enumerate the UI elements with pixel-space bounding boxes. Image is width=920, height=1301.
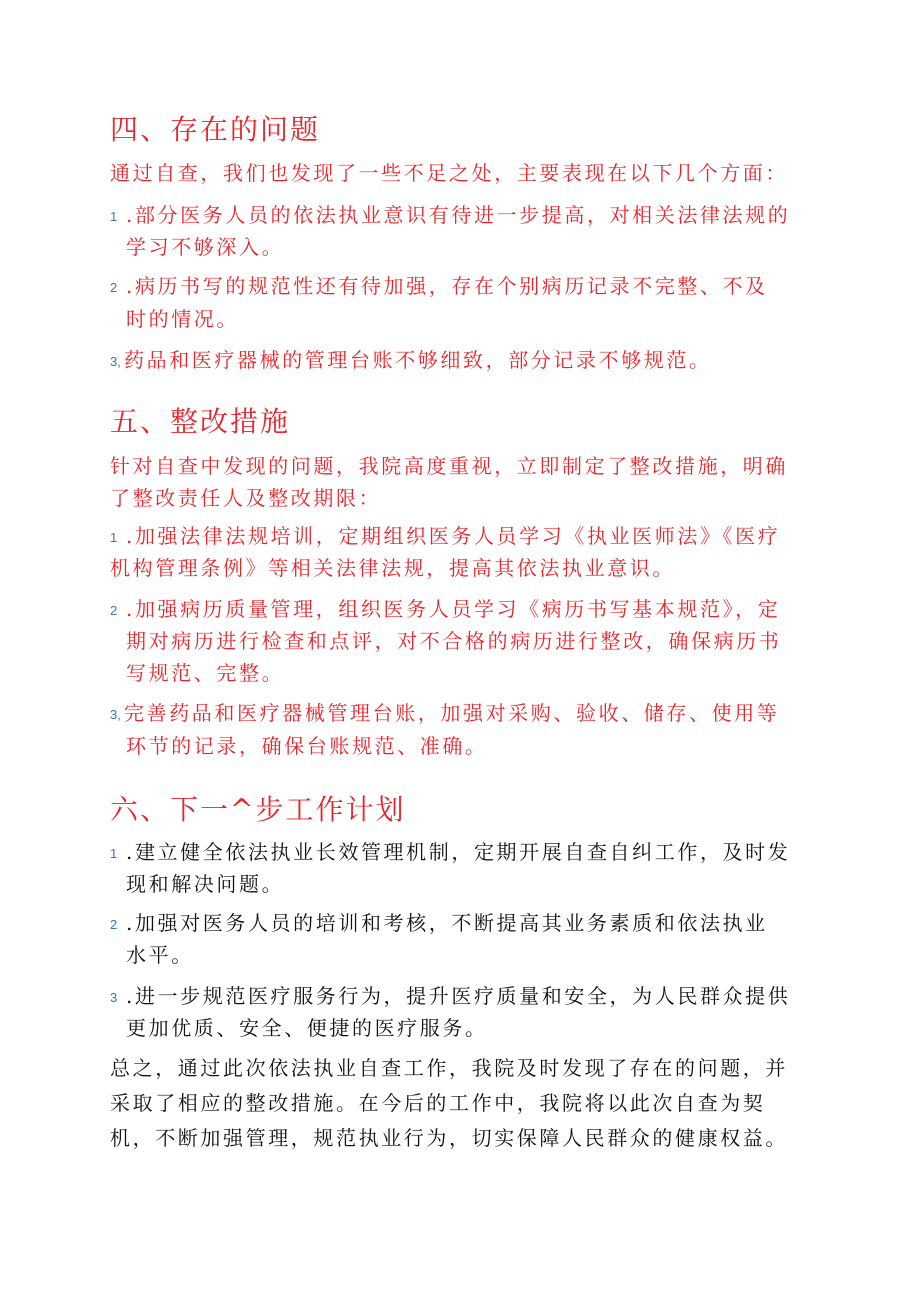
list-number: 3,: [110, 354, 121, 369]
list-item-text-cont: 时的情况。: [126, 307, 239, 331]
list-item-text: .进一步规范医疗服务行为，提升医疗质量和安全，为人民群众提供: [126, 984, 791, 1008]
list-item-text-cont: 期对病历进行检查和点评，对不合格的病历进行整改，确保病历书: [126, 629, 782, 653]
section-6-title: 六、下一^步工作计划: [110, 793, 406, 826]
list-item-text-cont: 现和解决问题。: [126, 872, 285, 896]
list-item-text: 完善药品和医疗器械管理台账，加强对采购、验收、储存、使用等: [124, 701, 780, 725]
section-5-intro-cont: 了整改责任人及整改期限：: [110, 486, 382, 510]
list-item-text-cont: 机构管理条例》等相关法律法规，提高其依法执业意识。: [110, 556, 675, 580]
list-number: 1: [110, 530, 118, 545]
list-item-text: .病历书写的规范性还有待加强，存在个别病历记录不完整、不及: [126, 274, 768, 298]
list-item-text-cont: 水平。: [126, 943, 194, 967]
list-item-text: .加强对医务人员的培训和考核，不断提高其业务素质和依法执业: [126, 911, 768, 935]
list-number: 2: [110, 280, 118, 295]
list-item-text-cont: 环节的记录，确保台账规范、准确。: [126, 734, 488, 758]
conclusion-paragraph-cont: 采取了相应的整改措施。在今后的工作中，我院将以此次自查为契: [110, 1091, 766, 1115]
list-item-text: .加强病历质量管理，组织医务人员学习《病历书写基本规范》，定: [126, 597, 781, 621]
list-number: 1: [110, 209, 118, 224]
list-item-text-cont: 更加优质、安全、便捷的医疗服务。: [126, 1016, 488, 1040]
list-number: 3: [110, 990, 118, 1005]
conclusion-paragraph: 总之，通过此次依法执业自查工作，我院及时发现了存在的问题，并: [110, 1056, 788, 1080]
list-item-text-cont: 写规范、完整。: [126, 661, 285, 685]
section-5-title: 五、整改措施: [110, 405, 291, 438]
section-4-intro: 通过自查，我们也发现了一些不足之处，主要表现在以下几个方面：: [110, 161, 788, 185]
list-number: 2: [110, 603, 118, 618]
list-item-text: .建立健全依法执业长效管理机制，定期开展自查自纠工作，及时发: [126, 840, 791, 864]
list-item-text: .部分医务人员的依法执业意识有待进一步提高，对相关法律法规的: [126, 203, 791, 227]
list-number: 3,: [110, 707, 121, 722]
list-item-text-cont: 学习不够深入。: [126, 235, 285, 259]
conclusion-paragraph-cont: 机，不断加强管理，规范执业行为，切实保障人民群众的健康权益。: [110, 1126, 788, 1150]
section-5-intro: 针对自查中发现的问题，我院高度重视，立即制定了整改措施，明确: [110, 454, 788, 478]
list-item-text: .加强法律法规培训，定期组织医务人员学习《执业医师法》《医疗: [126, 524, 781, 548]
list-number: 1: [110, 846, 118, 861]
section-4-title: 四、存在的问题: [110, 113, 321, 146]
list-number: 2: [110, 917, 118, 932]
list-item-text: 药品和医疗器械的管理台账不够细致，部分记录不够规范。: [124, 348, 712, 372]
